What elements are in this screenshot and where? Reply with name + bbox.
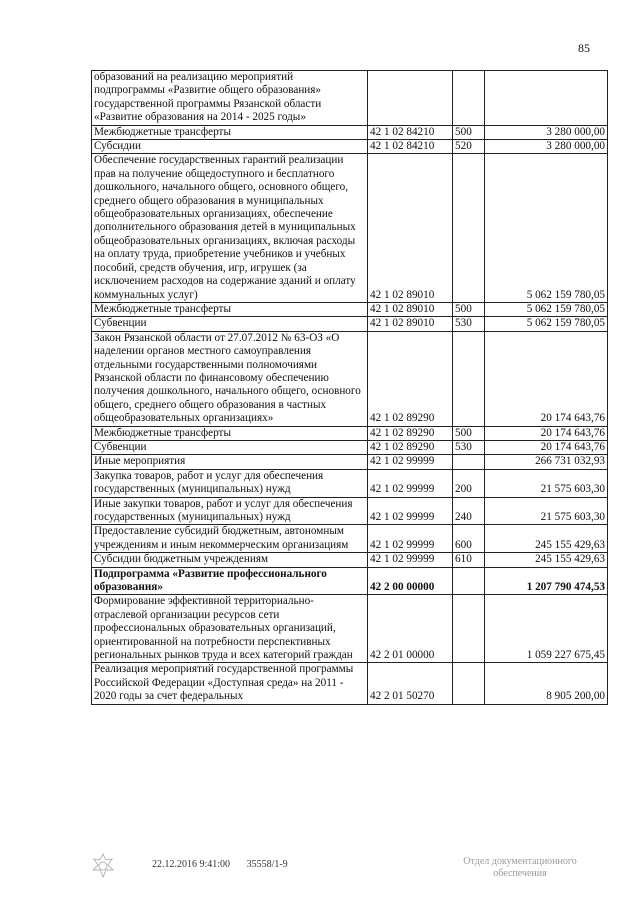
row-sum: 5 062 159 780,05 <box>485 154 608 302</box>
stamp-line-2: обеспечения <box>493 868 547 879</box>
row-code: 42 1 02 89290 <box>368 440 453 454</box>
table-row <box>92 331 608 426</box>
row-code: 42 1 02 99999 <box>368 455 453 469</box>
table-row <box>92 440 608 454</box>
row-name: Обеспечение государственных гарантий реализации прав на получение общедоступного и бесплатного дошкольного, начального общего, основного общего, среднего общего образования в муниципальных общеобразовательных организациях, обеспечение дополнительного образования детей в муниципальных общеобразовательных организациях, включая расходы на оплату труда, приобретение учебников и учебных пособий, средств обучения, игр, игрушек (за исключением расходов на содержание зданий и оплату коммунальных услуг) <box>92 154 368 302</box>
row-sum: 245 155 429,63 <box>485 525 608 553</box>
row-type: 600 <box>453 525 485 553</box>
row-sum: 21 575 603,30 <box>485 469 608 497</box>
emblem-icon <box>88 851 118 881</box>
table-row <box>92 567 608 595</box>
row-code: 42 1 02 89290 <box>368 426 453 440</box>
row-code: 42 1 02 89010 <box>368 154 453 302</box>
row-name: Субвенции <box>92 317 368 331</box>
row-sum: 20 174 643,76 <box>485 440 608 454</box>
row-type: 200 <box>453 469 485 497</box>
row-type: 500 <box>453 125 485 139</box>
row-type <box>453 663 485 704</box>
table-row <box>92 140 608 154</box>
row-type: 530 <box>453 440 485 454</box>
row-code: 42 1 02 99999 <box>368 525 453 553</box>
table-row <box>92 497 608 525</box>
row-code: 42 1 02 84210 <box>368 140 453 154</box>
row-type: 520 <box>453 140 485 154</box>
row-sum: 20 174 643,76 <box>485 426 608 440</box>
row-name: Межбюджетные трансферты <box>92 125 368 139</box>
table-row <box>92 525 608 553</box>
table-row <box>92 455 608 469</box>
row-type <box>453 154 485 302</box>
footer-datetime: 22.12.2016 9:41:00 <box>152 859 231 870</box>
row-name: образований на реализацию мероприятий подпрограммы «Развитие общего образования» государственной программы Рязанской области «Развитие образования на 2014 - 2025 годы» <box>92 71 368 126</box>
row-sum: 5 062 159 780,05 <box>485 317 608 331</box>
row-type: 610 <box>453 553 485 567</box>
row-code: 42 2 00 00000 <box>368 567 453 595</box>
row-name: Иные закупки товаров, работ и услуг для обеспечения государственных (муниципальных) нужд <box>92 497 368 525</box>
row-type <box>453 71 485 126</box>
footer-doc-code: 35558/1-9 <box>246 859 288 870</box>
row-sum: 1 059 227 675,45 <box>485 595 608 663</box>
budget-table <box>91 70 608 705</box>
table-row <box>92 302 608 316</box>
table-row <box>92 154 608 302</box>
row-sum <box>485 71 608 126</box>
row-sum: 20 174 643,76 <box>485 331 608 426</box>
row-name: Реализация мероприятий государственной программы Российской Федерации «Доступная среда» на 2011 - 2020 годы за счет федеральных <box>92 663 368 704</box>
row-type: 240 <box>453 497 485 525</box>
row-code: 42 2 01 50270 <box>368 663 453 704</box>
row-name: Субвенции <box>92 440 368 454</box>
row-code <box>368 71 453 126</box>
row-name: Межбюджетные трансферты <box>92 426 368 440</box>
table-row <box>92 553 608 567</box>
row-name: Подпрограмма «Развитие профессионального образования» <box>92 567 368 595</box>
page-number: 85 <box>578 41 590 55</box>
row-sum: 3 280 000,00 <box>485 140 608 154</box>
row-code: 42 1 02 89010 <box>368 302 453 316</box>
row-type: 500 <box>453 302 485 316</box>
row-code: 42 2 01 00000 <box>368 595 453 663</box>
table-row <box>92 469 608 497</box>
row-sum: 266 731 032,93 <box>485 455 608 469</box>
table-row <box>92 595 608 663</box>
row-type <box>453 567 485 595</box>
row-code: 42 1 02 99999 <box>368 469 453 497</box>
table-row <box>92 125 608 139</box>
stamp-line-1: Отдел документационного <box>463 856 577 867</box>
row-name: Закупка товаров, работ и услуг для обеспечения государственных (муниципальных) нужд <box>92 469 368 497</box>
row-name: Иные мероприятия <box>92 455 368 469</box>
row-code: 42 1 02 99999 <box>368 553 453 567</box>
table-row <box>92 663 608 704</box>
row-sum: 1 207 790 474,53 <box>485 567 608 595</box>
row-code: 42 1 02 84210 <box>368 125 453 139</box>
row-name: Субсидии бюджетным учреждениям <box>92 553 368 567</box>
row-code: 42 1 02 89010 <box>368 317 453 331</box>
row-type: 500 <box>453 426 485 440</box>
row-type: 530 <box>453 317 485 331</box>
row-type <box>453 455 485 469</box>
row-name: Межбюджетные трансферты <box>92 302 368 316</box>
row-type <box>453 595 485 663</box>
row-sum: 21 575 603,30 <box>485 497 608 525</box>
row-name: Субсидии <box>92 140 368 154</box>
row-sum: 8 905 200,00 <box>485 663 608 704</box>
table-row <box>92 71 608 126</box>
row-sum: 3 280 000,00 <box>485 125 608 139</box>
table-row <box>92 426 608 440</box>
table-row <box>92 317 608 331</box>
row-code: 42 1 02 99999 <box>368 497 453 525</box>
row-name: Закон Рязанской области от 27.07.2012 № 63-ОЗ «О наделении органов местного самоуправления отдельными государственными полномочиями Рязанской области по финансовому обеспечению получения дошкольного, начального общего, основного общего, среднего общего образования в частных общеобразовательных организациях» <box>92 331 368 426</box>
department-stamp <box>450 856 590 880</box>
row-sum: 245 155 429,63 <box>485 553 608 567</box>
table-body <box>92 71 608 705</box>
row-name: Предоставление субсидий бюджетным, автономным учреждениям и иным некоммерческим организациям <box>92 525 368 553</box>
row-code: 42 1 02 89290 <box>368 331 453 426</box>
footer <box>152 859 302 870</box>
row-name: Формирование эффективной территориально-отраслевой организации ресурсов сети профессиональных образовательных организаций, ориентированной на потребности перспективных региональных рынков труда и всех категорий граждан <box>92 595 368 663</box>
row-type <box>453 331 485 426</box>
row-sum: 5 062 159 780,05 <box>485 302 608 316</box>
